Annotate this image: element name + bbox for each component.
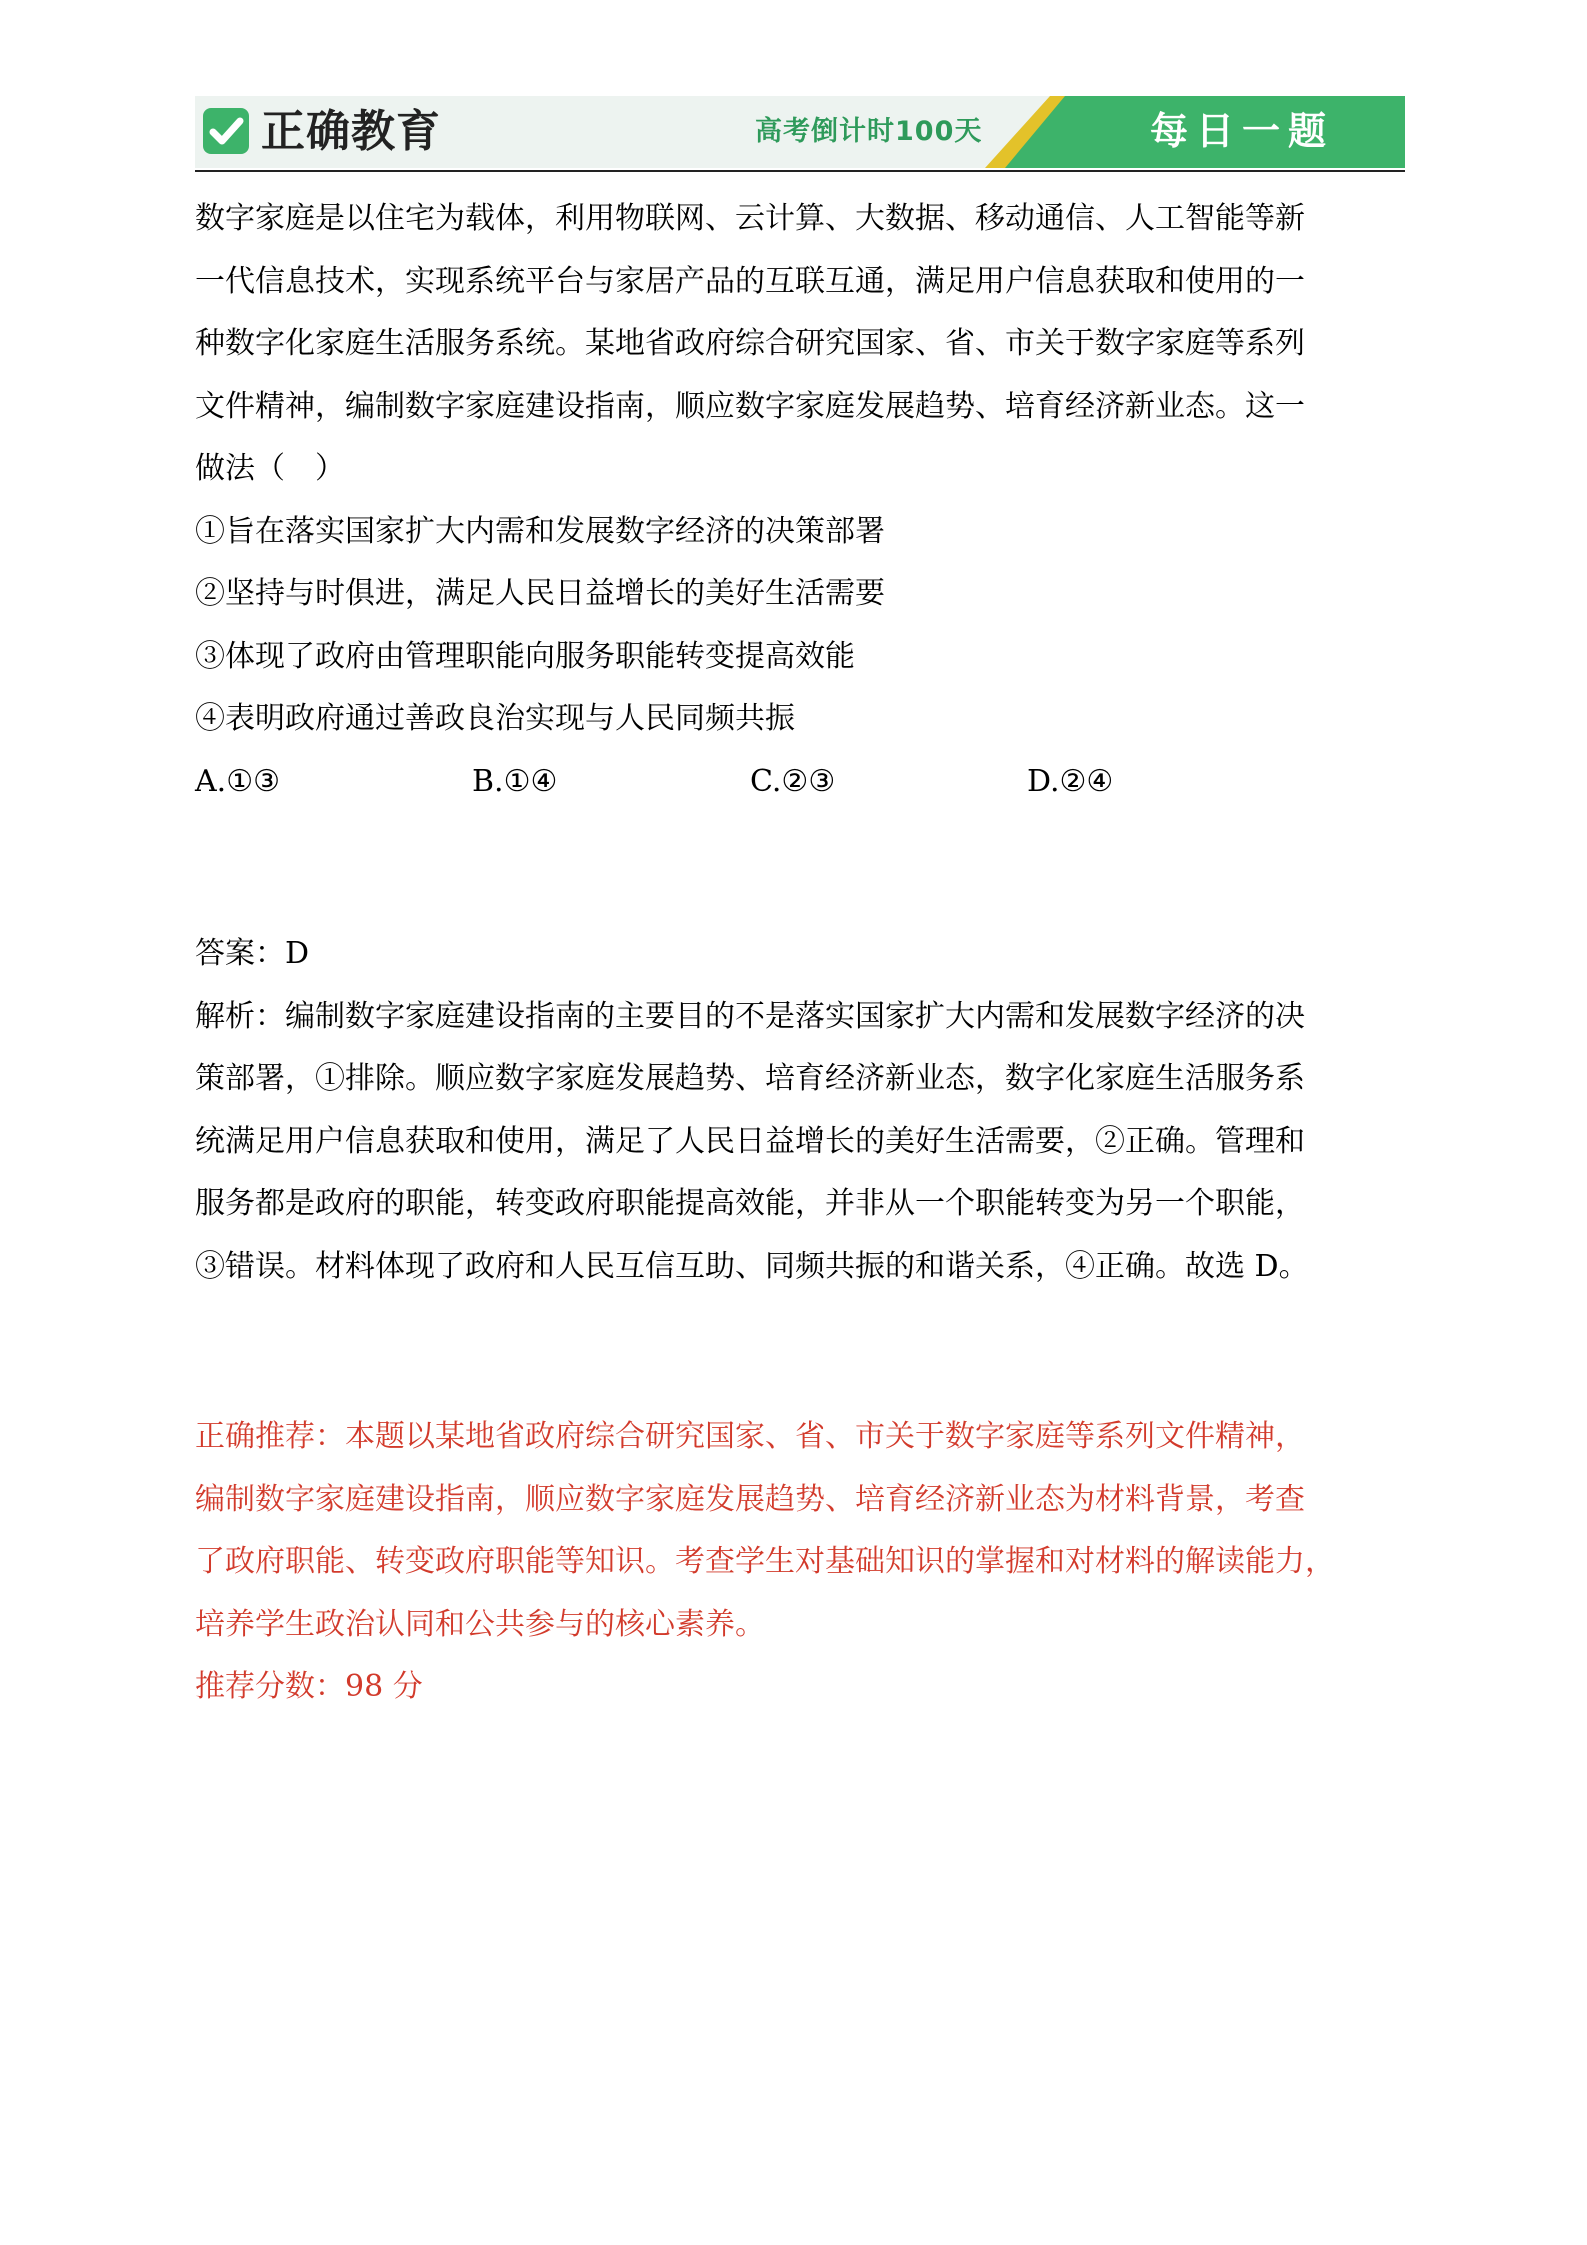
countdown-text: 高考倒计时100天 xyxy=(755,116,983,147)
spacer xyxy=(195,1298,1415,1406)
statement-list xyxy=(195,501,1415,751)
recommendation-line: 正确推荐：本题以某地省政府综合研究国家、省、市关于数字家庭等系列文件精神， xyxy=(195,1419,1305,1454)
analysis-line: 解析：编制数字家庭建设指南的主要目的不是落实国家扩大内需和发展数字经济的决 xyxy=(195,998,1305,1034)
analysis-line: 策部署，①排除。顺应数字家庭发展趋势、培育经济新业态，数字化家庭生活服务系 xyxy=(195,1061,1305,1096)
check-logo-icon xyxy=(203,108,249,154)
stem-line: 做法（ ） xyxy=(195,451,345,486)
choice-b: B.①④ xyxy=(472,763,558,799)
stem-line: 文件精神，编制数字家庭建设指南，顺应数字家庭发展趋势、培育经济新业态。这一 xyxy=(195,388,1305,424)
daily-question-label: 每日一题 xyxy=(1150,109,1335,153)
choice-c: C.②③ xyxy=(750,763,836,799)
header-banner xyxy=(195,96,1405,168)
statement-item: ①旨在落实国家扩大内需和发展数字经济的决策部署 xyxy=(195,513,885,549)
analysis-line: 统满足用户信息获取和使用，满足了人民日益增长的美好生活需要，②正确。管理和 xyxy=(195,1123,1305,1159)
answer-section xyxy=(195,923,1415,1298)
document-body xyxy=(195,188,1415,1719)
recommendation-line: 培养学生政治认同和公共参与的核心素养。 xyxy=(195,1606,765,1642)
stem-line: 种数字化家庭生活服务系统。某地省政府综合研究国家、省、市关于数字家庭等系列 xyxy=(195,326,1305,361)
statement-item: ③体现了政府由管理职能向服务职能转变提高效能 xyxy=(195,638,855,674)
recommendation-section xyxy=(195,1406,1415,1719)
recommendation-line: 了政府职能、转变政府职能等知识。考查学生对基础知识的掌握和对材料的解读能力， xyxy=(195,1544,1335,1579)
recommendation-line: 编制数字家庭建设指南，顺应数字家庭发展趋势、培育经济新业态为材料背景，考查 xyxy=(195,1481,1305,1517)
choice-row xyxy=(195,751,1415,814)
analysis-line: 服务都是政府的职能，转变政府职能提高效能，并非从一个职能转变为另一个职能， xyxy=(195,1186,1305,1221)
stem-line: 一代信息技术，实现系统平台与家居产品的互联互通，满足用户信息获取和使用的一 xyxy=(195,263,1305,299)
stem-line: 数字家庭是以住宅为载体，利用物联网、云计算、大数据、移动通信、人工智能等新 xyxy=(195,201,1305,236)
recommendation-score: 推荐分数：98 分 xyxy=(195,1669,423,1704)
answer-line: 答案：D xyxy=(195,936,310,971)
analysis-line: ③错误。材料体现了政府和人民互信互助、同频共振的和谐关系，④正确。故选 D。 xyxy=(195,1248,1309,1284)
choice-d: D.②④ xyxy=(1027,763,1114,799)
statement-item: ④表明政府通过善政良治实现与人民同频共振 xyxy=(195,701,795,736)
spacer xyxy=(195,813,1415,923)
brand-logo-text: 正确教育 xyxy=(261,106,441,157)
choice-a: A.①③ xyxy=(195,763,280,799)
header-divider xyxy=(195,170,1405,172)
question-stem xyxy=(195,188,1415,501)
statement-item: ②坚持与时俱进，满足人民日益增长的美好生活需要 xyxy=(195,576,885,611)
